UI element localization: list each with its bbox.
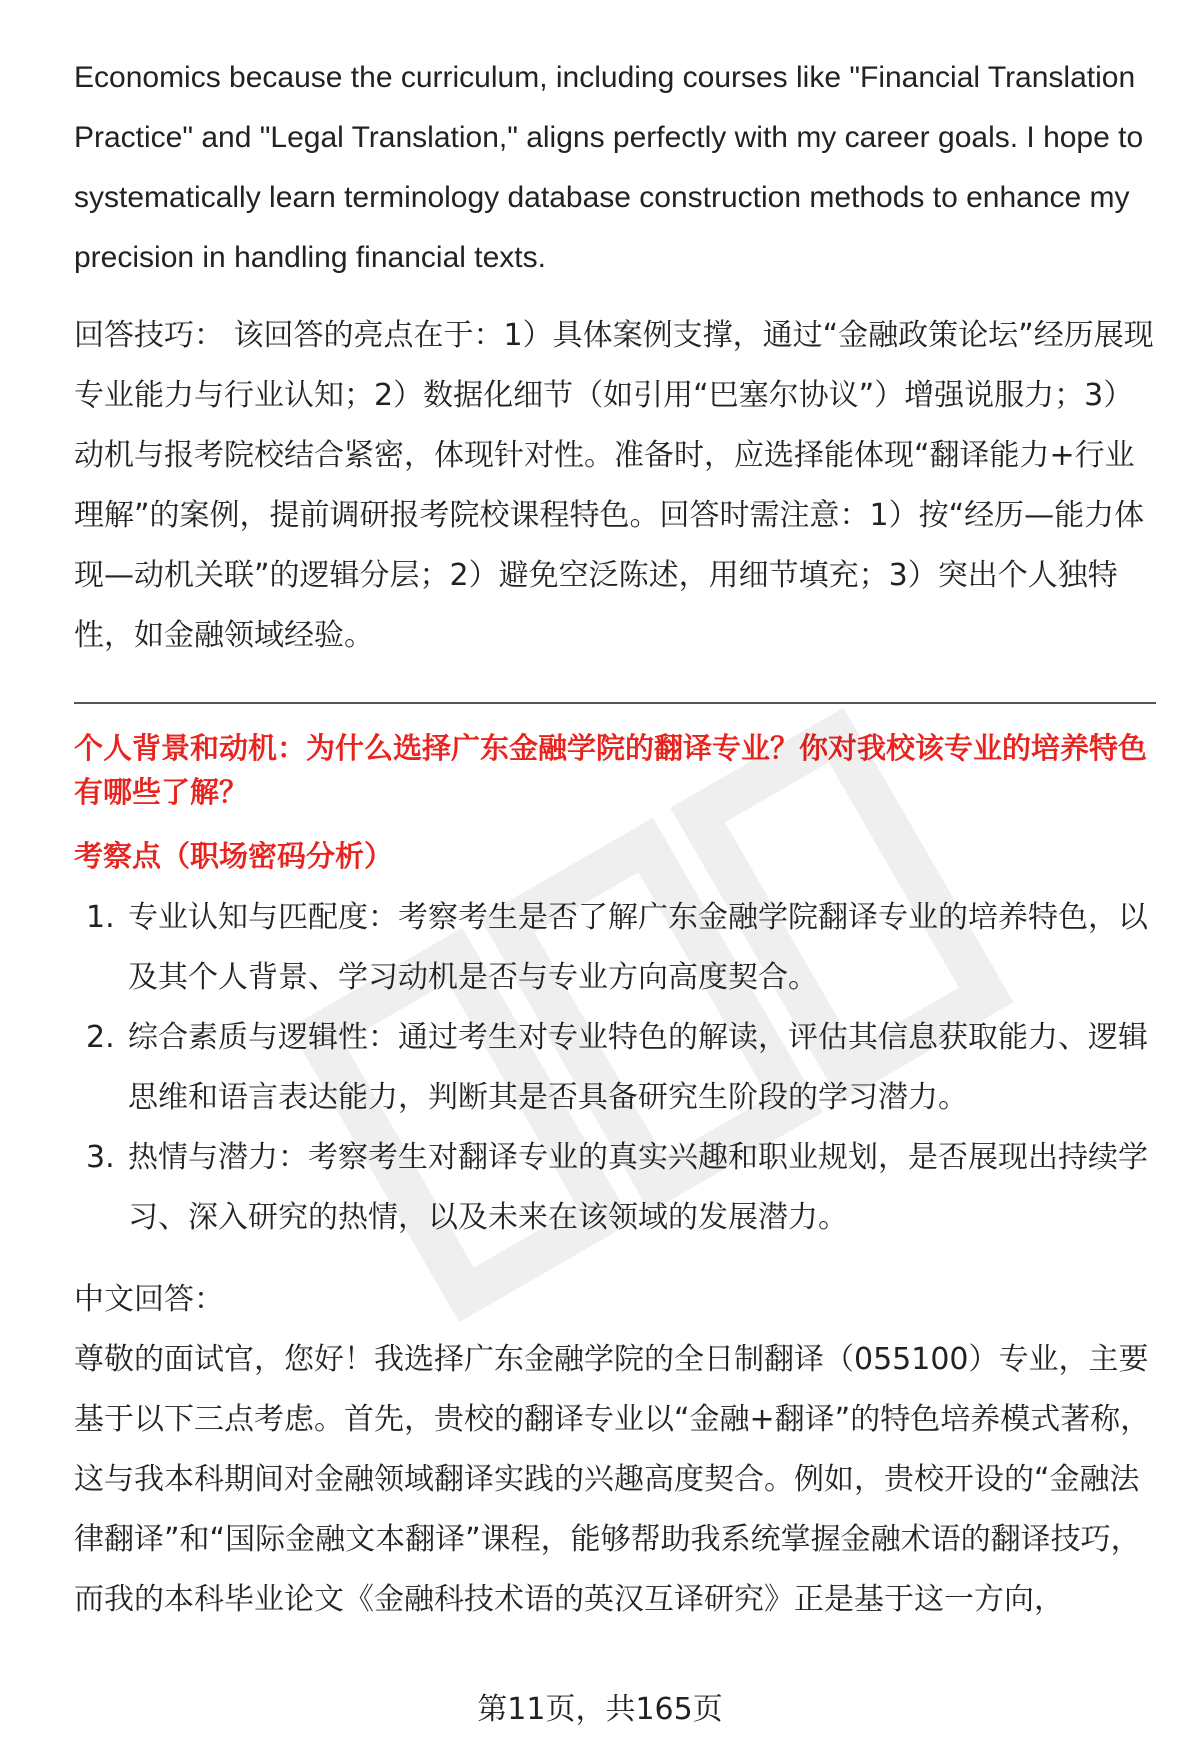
- list-item: [74, 1008, 1156, 1128]
- chinese-answer-paragraph: 尊敬的面试官，您好！我选择广东金融学院的全日制翻译（055100）专业，主要基于以下三点考虑。首先，贵校的翻译专业以“金融+翻译”的特色培养模式著称，这与我本科期间对金融领域翻译实践的兴趣高度契合。例如，贵校开设的“金融法律翻译”和“国际金融文本翻译”课程，能够帮助我系统掌握金融术语的翻译技巧，而我的本科毕业论文《金融科技术语的英汉互译研究》正是基于这一方向，: [74, 1342, 1151, 1617]
- question-heading: 个人背景和动机：为什么选择广东金融学院的翻译专业？你对我校该专业的培养特色有哪些了解？: [74, 731, 1148, 809]
- list-item: [74, 888, 1156, 1008]
- list-item-number: 1.: [86, 900, 115, 935]
- intro-paragraph: Economics because the curriculum, including courses like "Financial Translation Practice" and "Legal Translation," aligns perfectly with my career goals. I hope to systematically learn terminology database construction methods to enhance my precision in handling financial texts.: [74, 61, 1144, 274]
- list-item-text: 综合素质与逻辑性：通过考生对专业特色的解读，评估其信息获取能力、逻辑思维和语言表达能力，判断其是否具备研究生阶段的学习潜力。: [128, 1020, 1148, 1115]
- assessment-points-list: [74, 888, 1156, 1248]
- page-content: [74, 48, 1156, 1630]
- answer-tips-paragraph: 回答技巧： 该回答的亮点在于：1）具体案例支撑，通过“金融政策论坛”经历展现专业能力与行业认知；2）数据化细节（如引用“巴塞尔协议”）增强说服力；3）动机与报考院校结合紧密，体现针对性。准备时，应选择能体现“翻译能力+行业理解”的案例，提前调研报考院校课程特色。回答时需注意：1）按“经历—能力体现—动机关联”的逻辑分层；2）避免空泛陈述，用细节填充；3）突出个人独特性，如金融领域经验。: [74, 318, 1154, 653]
- list-item-text: 热情与潜力：考察考生对翻译专业的真实兴趣和职业规划，是否展现出持续学习、深入研究的热情，以及未来在该领域的发展潜力。: [128, 1140, 1148, 1235]
- section-divider: [74, 702, 1156, 704]
- list-item-number: 2.: [86, 1020, 115, 1055]
- list-item-number: 3.: [86, 1140, 115, 1175]
- chinese-answer-label: 中文回答：: [74, 1282, 224, 1317]
- list-item-text: 专业认知与匹配度：考察考生是否了解广东金融学院翻译专业的培养特色，以及其个人背景、学习动机是否与专业方向高度契合。: [128, 900, 1148, 995]
- list-item: [74, 1128, 1156, 1248]
- page-number-footer: 第11页，共165页: [477, 1692, 723, 1727]
- assessment-points-heading: 考察点（职场密码分析）: [74, 839, 394, 873]
